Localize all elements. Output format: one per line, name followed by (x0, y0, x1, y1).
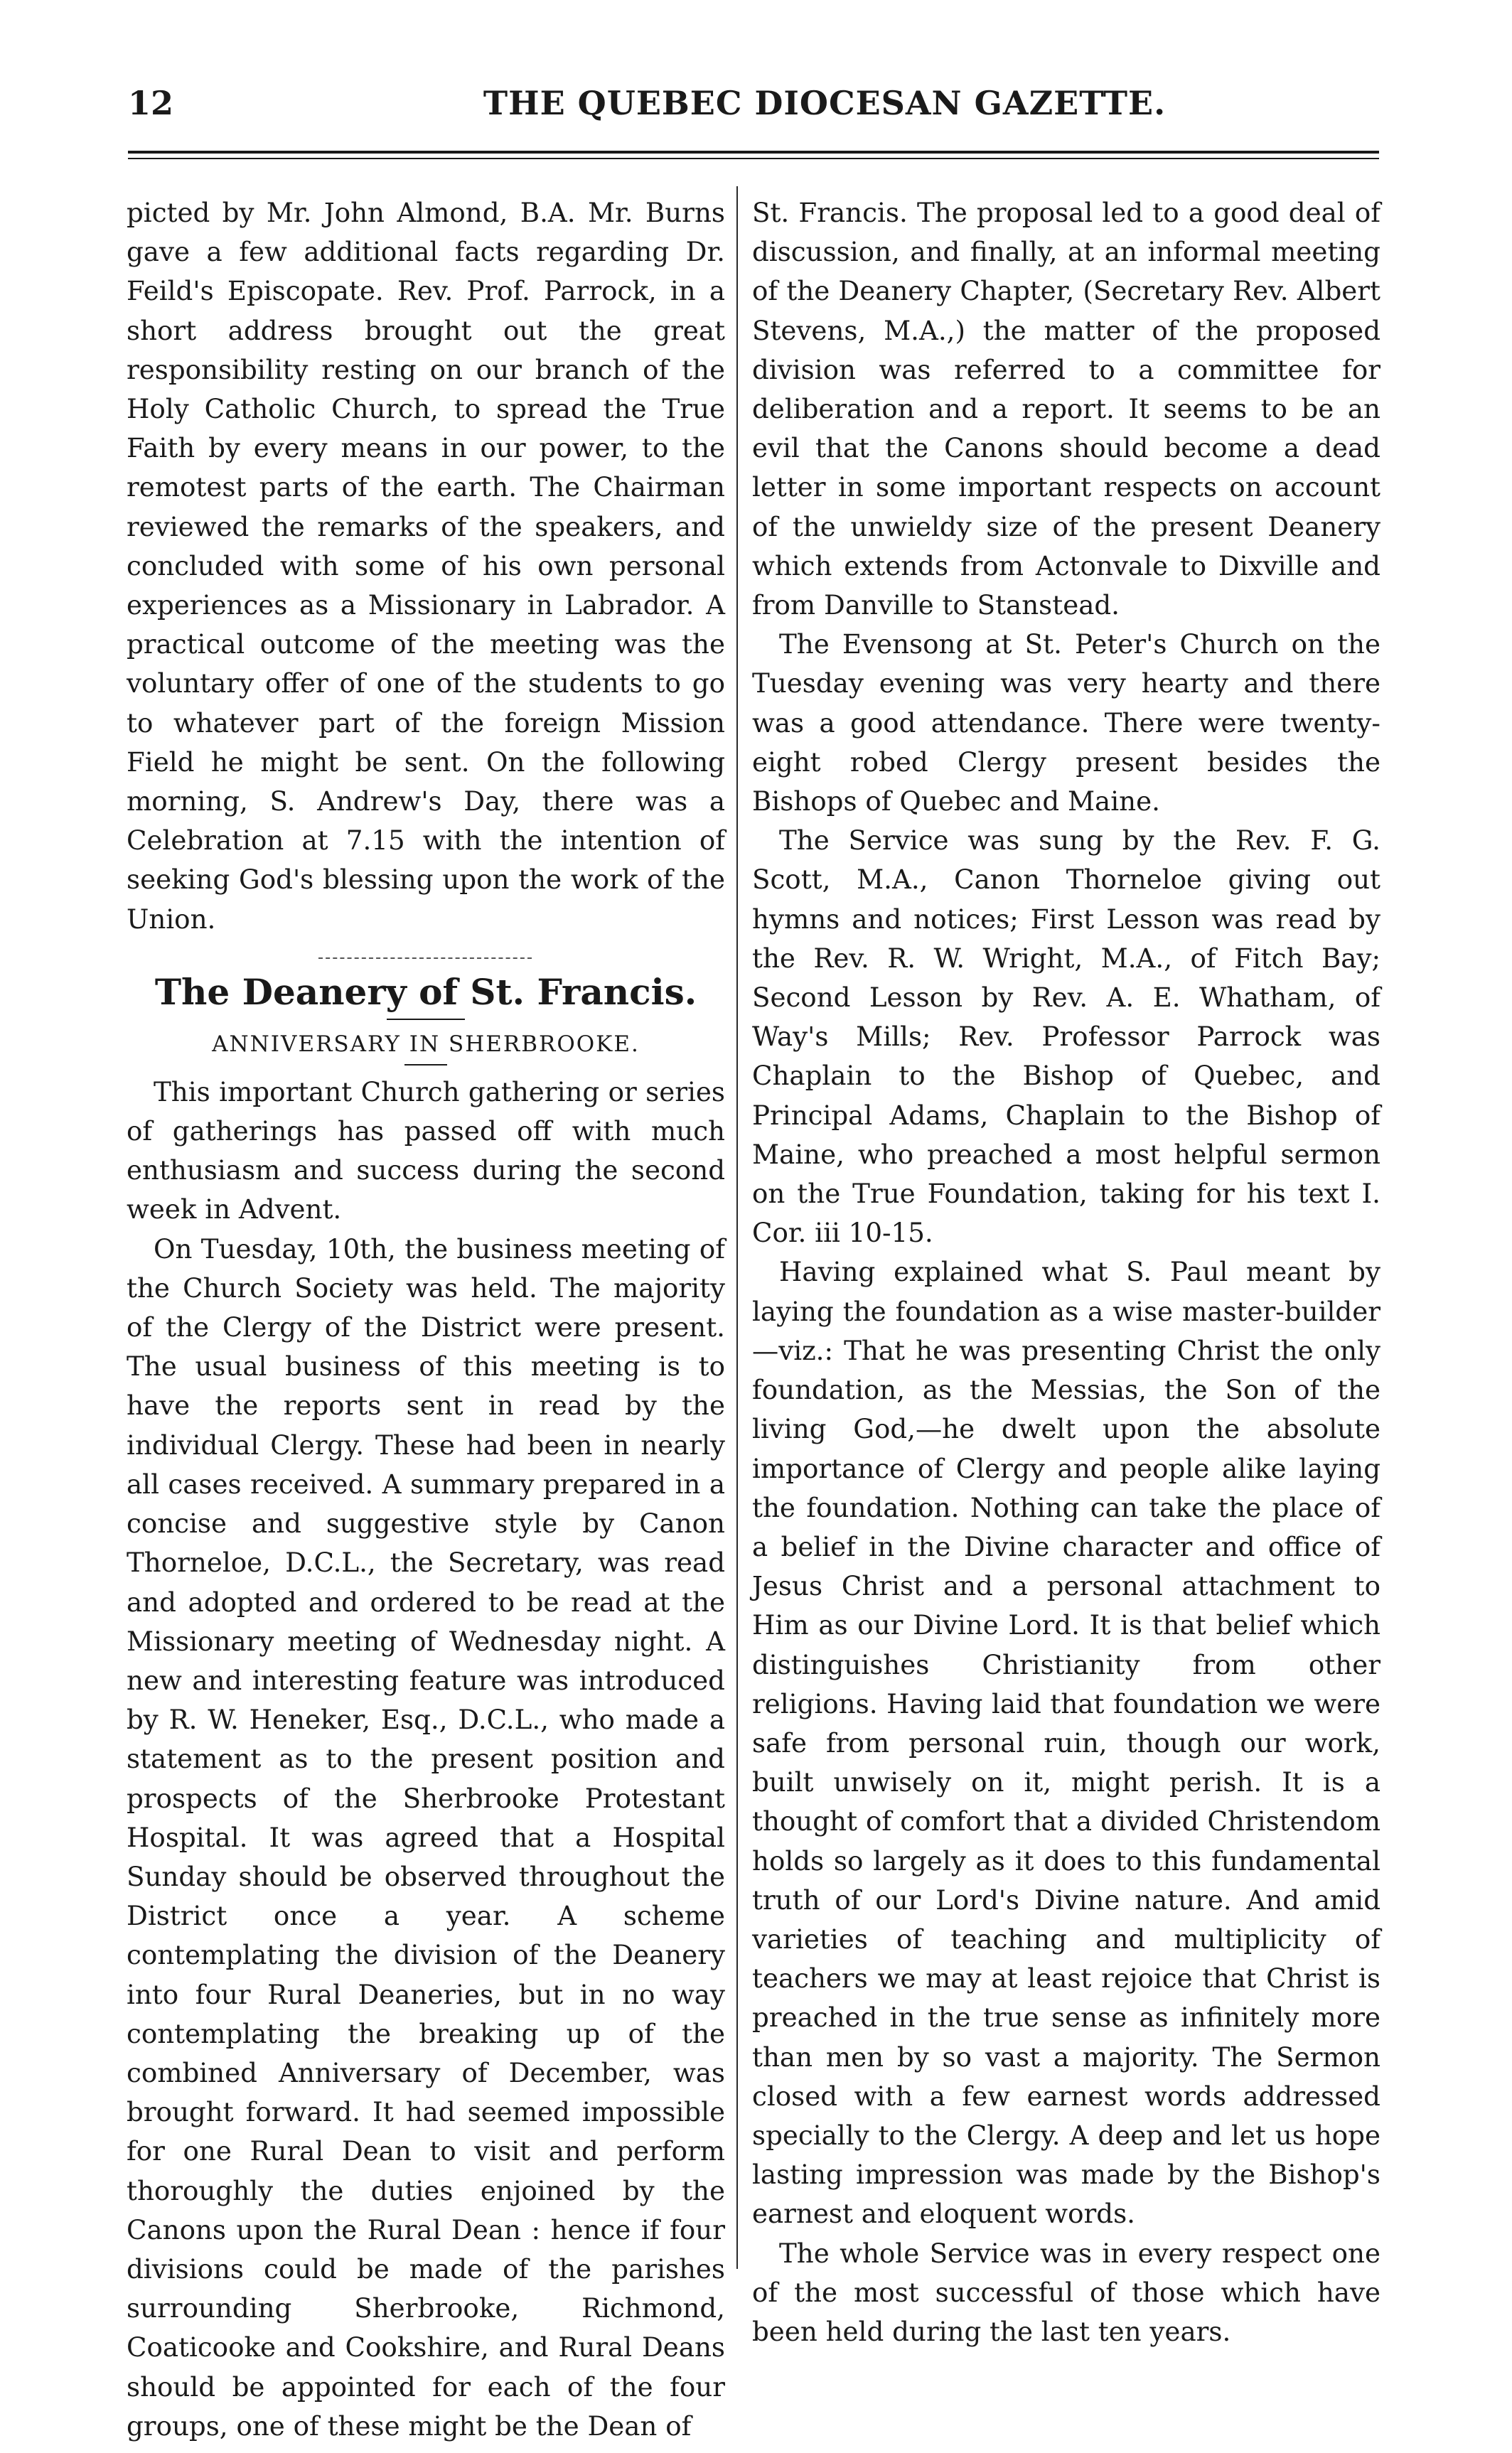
article-paragraph: St. Francis. The proposal led to a good deal of discussion, and finally, at an informal meeting of the Deanery Chapter, (Secretary Rev. Albert Stevens, M.A.,) the matter of the proposed division was referred to a committee for deliberation and a report. It seems to be an evil that the Canons should become a dead letter in some important respects on account of the unwieldy size of the present Deanery which extends from Actonvale to Dixville and from Danville to Stanstead. (752, 197, 1380, 621)
article-paragraph: This important Church gathering or series of gatherings has passed off with much enthusiasm and success during the second week in Advent. (127, 1075, 725, 1225)
article-paragraph: Having explained what S. Paul meant by laying the foundation as a wise master-builder—viz.: That he was presenting Christ the only foundation, as the Messias, the Son of the living God,—he dwelt upon the absolute importance of Clergy and people alike laying the foundation. Nothing can take the place of a belief in the Divine character and office of Jesus Christ and a personal attachment to Him as our Divine Lord. It is that belief which distinguishes Christianity from other religions. Having laid that foundation we were safe from personal ruin, though our work, built unwisely on it, might perish. It is a thought of comfort that a divided Christendom holds so largely as it does to this fundamental truth of our Lord's Divine nature. And amid varieties of teaching and multiplicity of teachers we may at least rejoice that Christ is preached in the true sense as infinitely more than men by so vast a majority. The Sermon closed with a few earnest words addressed specially to the Clergy. A deep and let us hope lasting impression was made by the Bishop's earnest and eloquent words. (752, 1256, 1380, 2230)
article-headline: The Deanery of St. Francis. (154, 970, 697, 1013)
header-rule-thick (128, 151, 1379, 154)
article-paragraph: The Service was sung by the Rev. F. G. Scott, M.A., Canon Thorneloe giving out hymns and notices; First Lesson was read by the Rev. R. W. Wright, M.A., of Fitch Bay; Second Lesson by Rev. A. E. Whatham, of Way's Mills; Rev. Professor Parrock was Chaplain to the Bishop of Quebec, and Principal Adams, Chaplain to the Bishop of Maine, who preached a most helpful sermon on the True Foundation, taking for his text I. Cor. iii 10-15. (752, 825, 1380, 1249)
header-rule-thin (128, 158, 1379, 159)
article-paragraph: The whole Service was in every respect one of the most successful of those which have been held during the last ten years. (752, 2237, 1380, 2347)
page-number: 12 (128, 84, 174, 122)
headline-rule (387, 1019, 465, 1020)
right-column (752, 193, 1380, 2351)
article-subheadline: ANNIVERSARY IN SHERBROOKE. (212, 1031, 640, 1057)
article-paragraph: On Tuesday, 10th, the business meeting of the Church Society was held. The majority of the Clergy of the District were present. The usual business of this meeting is to have the reports sent in read by the individual Clergy. These had been in nearly all cases received. A summary prepared in a concise and suggestive style by Canon Thorneloe, D.C.L., the Secretary, was read and adopted and ordered to be read at the Missionary meeting of Wednesday night. A new and interesting feature was introduced by R. W. Heneker, Esq., D.C.L., who made a statement as to the present position and prospects of the Sherbrooke Protestant Hospital. It was agreed that a Hospital Sunday should be observed throughout the District once a year. A scheme contemplating the division of the Deanery into four Rural Deaneries, but in no way contemplating the breaking up of the combined Anniversary of December, was brought forward. It had seemed impossible for one Rural Dean to visit and perform thoroughly the duties enjoined by the Canons upon the Rural Dean : hence if four divisions could be made of the parishes surrounding Sherbrooke, Richmond, Coaticooke and Cookshire, and Rural Deans should be appointed for each of the four groups, one of these might be the Dean of (127, 1233, 725, 2442)
article-continuation-paragraph: picted by Mr. John Almond, B.A. Mr. Burns gave a few additional facts regarding Dr. Feild's Episcopate. Rev. Prof. Parrock, in a short address brought out the great responsibility resting on our branch of the Holy Catholic Church, to spread the True Faith by every means in our power, to the remotest parts of the earth. The Chairman reviewed the remarks of the speakers, and concluded with some of his own personal experiences as a Missionary in Labrador. A practical outcome of the meeting was the voluntary offer of one of the students to go to whatever part of the foreign Mission Field he might be sent. On the following morning, S. Andrew's Day, there was a Celebration at 7.15 with the intention of seeking God's blessing upon the work of the Union. (127, 197, 725, 935)
left-column (127, 193, 725, 2446)
section-separator (127, 950, 725, 966)
publication-title: THE QUEBEC DIOCESAN GAZETTE. (483, 84, 1167, 122)
subheadline-rule (404, 1064, 447, 1066)
column-divider (736, 186, 738, 2269)
article-paragraph: The Evensong at St. Peter's Church on the Tuesday evening was very hearty and there was a good attendance. There were twenty-eight robed Clergy present besides the Bishops of Quebec and Maine. (752, 628, 1380, 817)
